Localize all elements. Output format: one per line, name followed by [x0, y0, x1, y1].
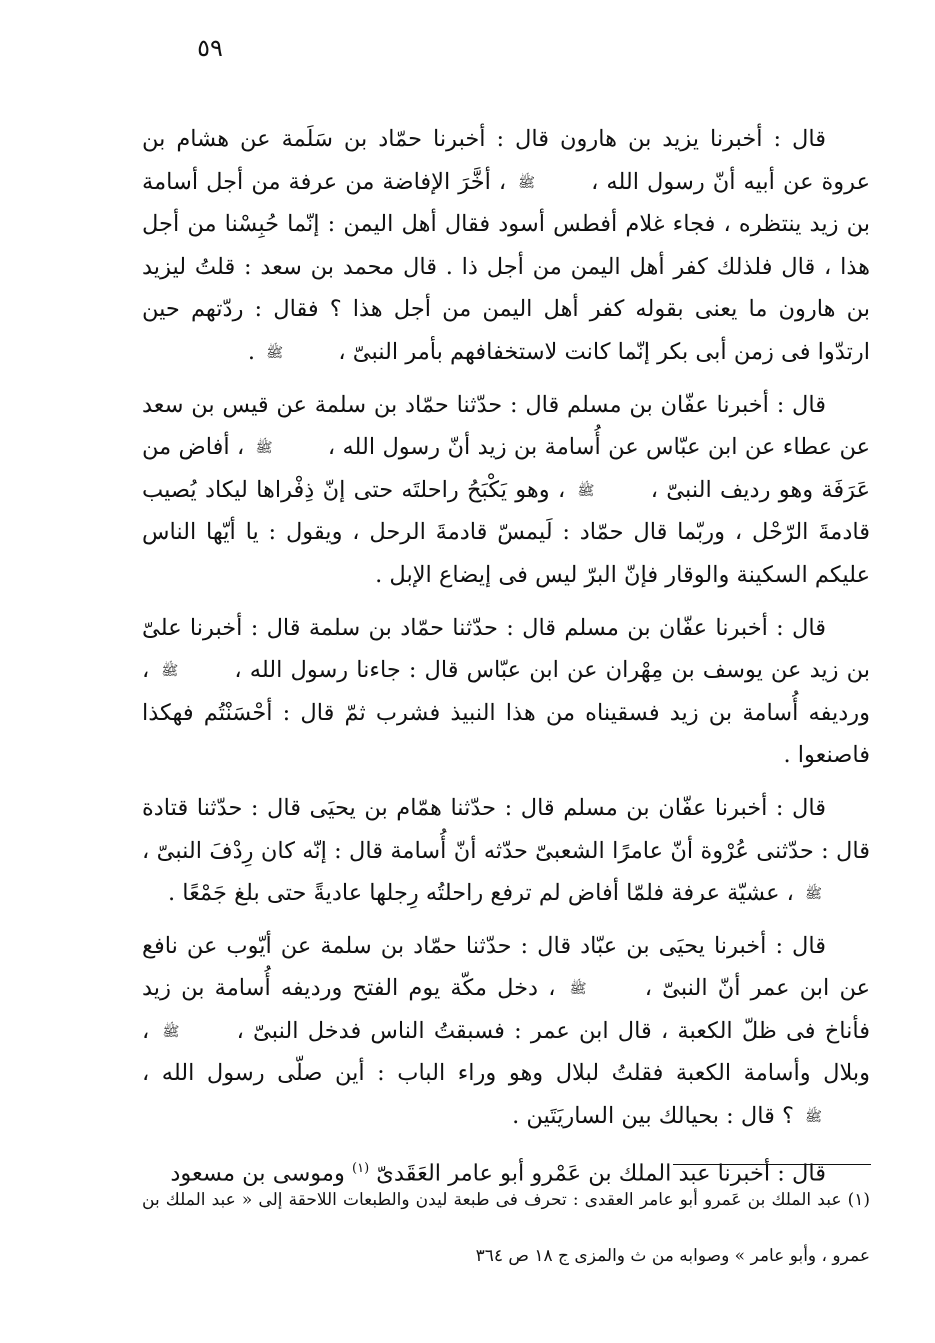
paragraph-2 [142, 384, 870, 597]
honorific-glyph: ﷺ [161, 663, 179, 680]
paragraph-text: ، أخَّرَ الإفاضة من عرفة من أجل أسامة بن زيد ينتظره ، فجاء غلام أفطس أسود فقال أهل اليمن : إنّما حُبِسْنا من أجل هذا ، قال فلذلك كفر أهل اليمن من أجل ذا . قال محمد بن سعد : قلتُ ليزيد بن هارون ما يعنى بقوله كفر أهل اليمن من أجل هذا ؟ فقال : ردّتهم حين ارتدّوا فى زمن أبى بكر إنّما كانت لاستخفافهم بأمر النبىّ ، [142, 168, 870, 365]
main-text [142, 118, 870, 1205]
paragraph-text: . [247, 338, 256, 365]
honorific-glyph: ﷺ [577, 482, 595, 499]
honorific-glyph: ﷺ [805, 886, 822, 903]
paragraph-text: وموسى بن مسعود [170, 1160, 345, 1187]
paragraph-1 [142, 118, 870, 374]
paragraph-text: ، ورديفه أُسامة بن زيد فسقيناه من هذا النبيذ فشرب ثمّ قال : أحْسَنْتُم فهكذا فاصنعوا . [142, 657, 870, 769]
paragraph-text: قال : أخبرنا عفّان بن مسلم قال : حدّثنا همّام بن يحيَى قال : حدّثنا قتادة قال : حدّثنى عُرْوة أنّ عامرًا الشعبىّ حدّثه أنّ أُسامة قال : إنّه كان رِدْفَ النبىّ ، [142, 794, 870, 864]
paragraph-text: قال : أخبرنا عفّان بن مسلم قال : حدّثنا حمّاد بن سلمة عن قيس بن سعد عن عطاء عن ابن عبّاس عن أُسامة بن زيد أنّ رسول الله ، [142, 391, 870, 461]
honorific-glyph: ﷺ [518, 174, 536, 191]
paragraph-text: قال : أخبرنا يزيد بن هارون قال : أخبرنا حمّاد بن سَلَمة عن هشام بن عروة عن أبيه أنّ رسول الله ، [142, 126, 871, 195]
honorific-glyph: ﷺ [266, 344, 284, 361]
paragraph-text: قال : أخبرنا عبد الملك بن عَمْرو أبو عامر العَقَدىّ [376, 1160, 826, 1187]
paragraph-5 [142, 925, 870, 1138]
footnote-1: (١) عبد الملك بن عَمرو أبو عامر العقدى : تحرف فى طبعة ليدن والطبعات اللاحقة إلى « عبد الملك بن عمرو ، وأبو عامر » وصوابه من ث والمزى ج ١٨ ص ٣٦٤ [142, 1190, 870, 1266]
paragraph-text: قال : أخبرنا يحيَى بن عبّاد قال : حدّثنا حمّاد بن سلمة عن أيّوب عن نافع عن ابن عمر أنّ النبىّ ، [142, 932, 871, 1002]
footnote-marker: (١) [352, 1160, 370, 1176]
honorific-glyph: ﷺ [162, 1023, 180, 1040]
paragraph-text: ؟ قال : بحيالك بين الساريَتَين . [512, 1103, 794, 1130]
paragraph-text: ، أفاض من عَرَفَة وهو رديف النبىّ ، [142, 434, 871, 503]
footnotes [142, 1172, 870, 1284]
honorific-glyph: ﷺ [255, 440, 273, 457]
honorific-glyph: ﷺ [569, 981, 587, 998]
paragraph-4 [142, 787, 870, 915]
page-number: ٥٩ [197, 34, 223, 62]
paragraph-3 [142, 607, 870, 777]
paragraph-text: ، وهو يَكْبَحُ راحلتَه حتى إنّ ذِفْراها ليكاد يُصيب قادمةَ الرّحْل ، وربّما قال حمّاد : لَيمسّ قادمةَ الرحل ، ويقول : يا أيّها الناس عليكم السكينة والوقار فإنّ البرّ ليس فى إيضاع الإبل . [142, 476, 870, 588]
honorific-glyph: ﷺ [805, 1109, 822, 1126]
paragraph-text: ، وبلال وأسامة الكعبة فقلتُ لبلال وهو وراء الباب : أين صلّى رسول الله ، [142, 1017, 870, 1087]
paragraph-text: ، دخل مكّة يوم الفتح ورديفه أُسامة بن زيد فأناخ فى ظلّ الكعبة ، قال ابن عمر : فسبقتُ الناس فدخل النبىّ ، [142, 975, 870, 1044]
footnote-divider [673, 1164, 871, 1165]
paragraph-text: قال : أخبرنا عفّان بن مسلم قال : حدّثنا حمّاد بن سلمة قال : أخبرنا علىّ بن زيد عن يوسف بن مِهْران عن ابن عبّاس قال : جاءنا رسول الله ، [142, 614, 871, 684]
paragraph-text: ، عشيّة عرفة فلمّا أفاض لم ترفع راحلتُه رِجلها عاديةً حتى بلغ جَمْعًا . [167, 880, 794, 907]
